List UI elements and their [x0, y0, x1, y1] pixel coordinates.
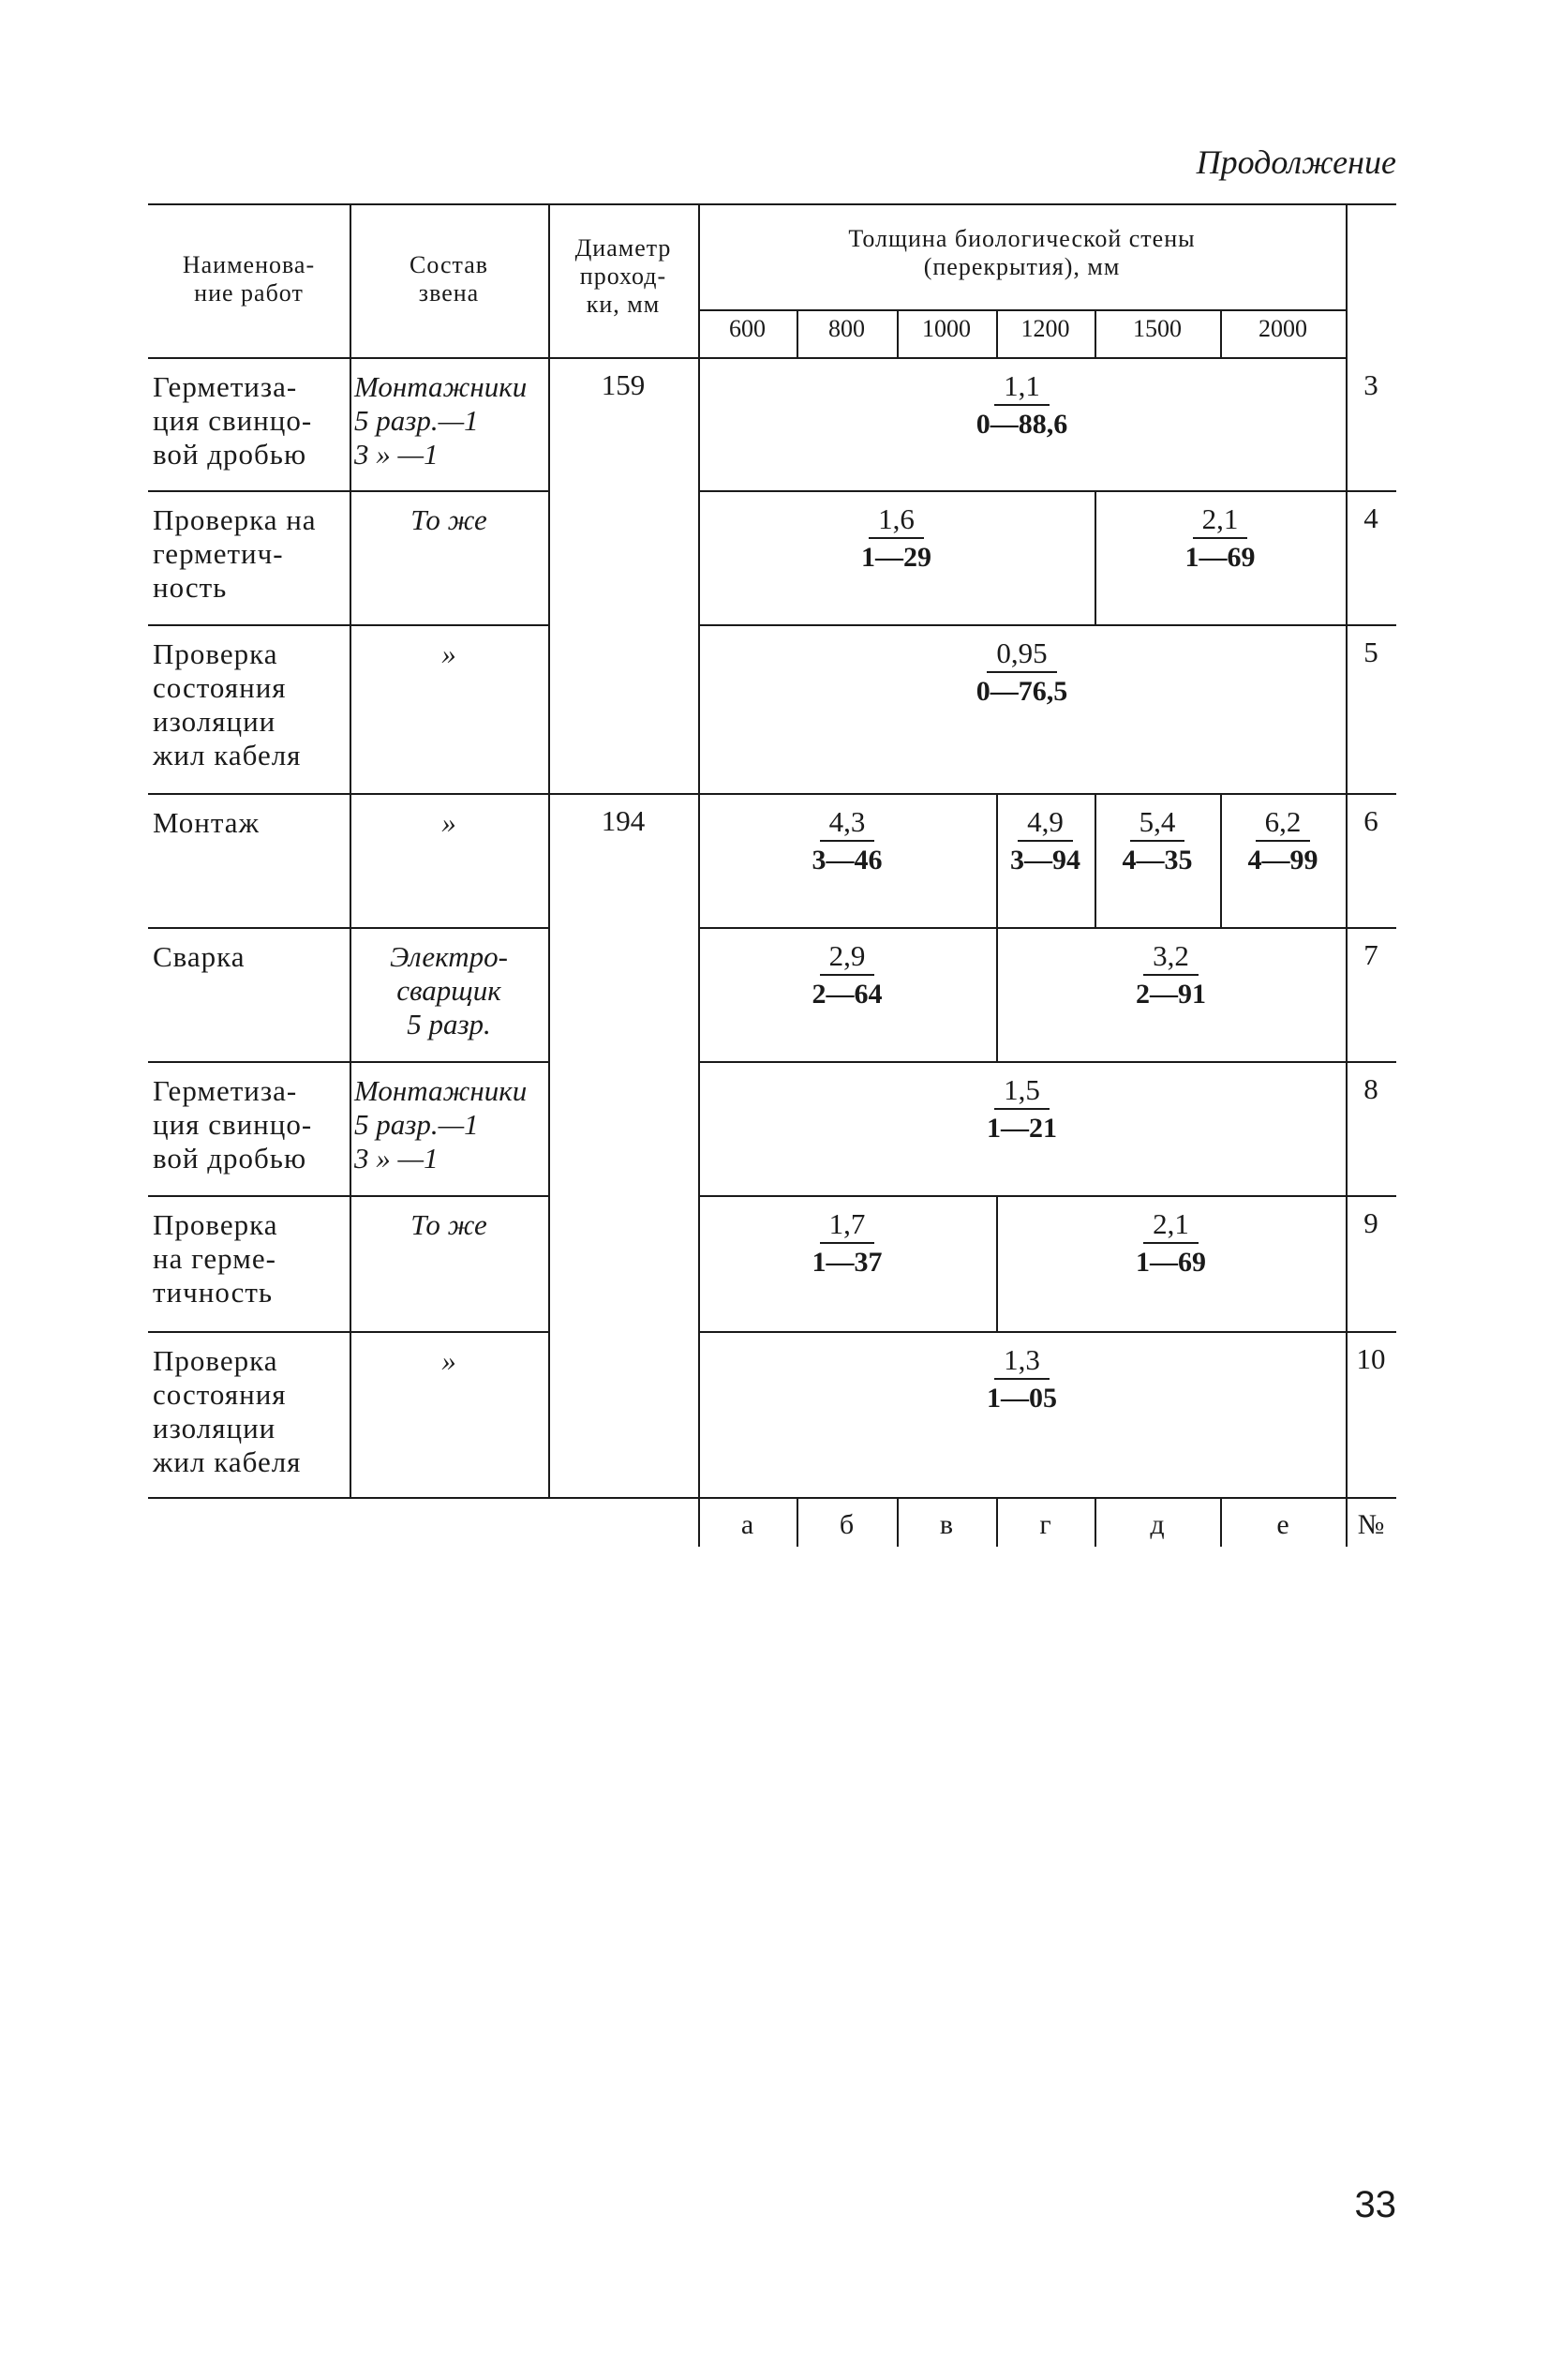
- column-letter: г: [1039, 1509, 1051, 1540]
- row-rule: [698, 1195, 1396, 1197]
- continuation-label: Продолжение: [1196, 143, 1396, 181]
- row-rule: [698, 1497, 1396, 1499]
- time-norm: 5,4: [1130, 806, 1185, 842]
- cost-norm: 0—76,5: [976, 676, 1068, 707]
- time-norm: 2,9: [820, 940, 875, 976]
- time-norm: 1,3: [994, 1344, 1050, 1380]
- row-rule: [148, 1497, 548, 1499]
- row-number: 9: [1363, 1206, 1378, 1239]
- thickness-1000: 1000: [922, 315, 971, 342]
- row-number: 4: [1363, 501, 1378, 534]
- cost-norm: 1—37: [812, 1247, 883, 1278]
- header-bottom-rule: [148, 357, 1346, 359]
- norm-value: [1220, 806, 1346, 879]
- table-rule: [350, 203, 351, 1497]
- row-rule: [148, 793, 548, 795]
- thickness-2000: 2000: [1259, 315, 1307, 342]
- cost-norm: 1—69: [1136, 1247, 1206, 1278]
- row-rule: [698, 624, 1396, 626]
- cost-norm: 1—69: [1184, 542, 1256, 573]
- row-work-name: Герметиза- ция свинцо- вой дробью: [153, 370, 313, 471]
- time-norm: 4,3: [820, 806, 875, 842]
- cost-norm: 2—64: [812, 979, 883, 1010]
- row-number: 7: [1363, 938, 1378, 971]
- cost-norm: 1—21: [987, 1113, 1057, 1144]
- row-rule: [698, 927, 1396, 929]
- row-rule: [698, 490, 1396, 492]
- cost-norm: 0—88,6: [976, 409, 1068, 440]
- cost-norm: 4—99: [1247, 845, 1318, 876]
- header-work-name: Наименова- ние работ: [182, 251, 316, 307]
- time-norm: 1,5: [994, 1074, 1050, 1110]
- cost-norm: 1—05: [987, 1383, 1057, 1414]
- column-letter: е: [1276, 1509, 1289, 1540]
- row-crew: Монтажники 5 разр.—1 3 » —1: [354, 1074, 528, 1175]
- time-norm: 2,1: [1143, 1208, 1199, 1244]
- norm-value: [698, 940, 996, 1013]
- row-crew: »: [441, 806, 456, 839]
- time-norm: 3,2: [1143, 940, 1199, 976]
- row-crew: Электро- сварщик 5 разр.: [390, 940, 508, 1040]
- header-diameter: Диаметр проход- ки, мм: [574, 234, 672, 318]
- norm-value: [698, 806, 996, 879]
- norm-value: [996, 1208, 1346, 1281]
- row-crew: Монтажники 5 разр.—1 3 » —1: [354, 370, 528, 471]
- row-work-name: Проверка состояния изоляции жил кабеля: [153, 637, 302, 771]
- thickness-subheader-rule: [698, 309, 1346, 311]
- row-rule: [148, 1331, 548, 1333]
- cost-norm: 4—35: [1122, 845, 1193, 876]
- row-work-name: Монтаж: [153, 806, 260, 839]
- cost-norm: 2—91: [1136, 979, 1206, 1010]
- row-number: 5: [1363, 636, 1378, 668]
- cost-norm: 3—46: [812, 845, 883, 876]
- norm-value: [1095, 806, 1220, 879]
- norm-value: [698, 370, 1346, 443]
- thickness-1200: 1200: [1020, 315, 1070, 342]
- time-norm: 1,6: [869, 503, 924, 539]
- cost-norm: 3—94: [1010, 845, 1080, 876]
- header-thickness: Толщина биологической стены (перекрытия), мм: [848, 225, 1196, 280]
- row-crew: »: [441, 637, 456, 670]
- header-crew: Состав звена: [409, 251, 489, 307]
- row-crew: »: [441, 1344, 456, 1377]
- row-number: 6: [1363, 804, 1378, 837]
- row-rule: [698, 1061, 1396, 1063]
- row-crew: То же: [410, 503, 487, 536]
- norm-value: [996, 940, 1346, 1013]
- row-work-name: Сварка: [153, 940, 246, 973]
- row-rule: [148, 490, 548, 492]
- time-norm: 2,1: [1193, 503, 1248, 539]
- time-norm: 1,1: [994, 370, 1050, 406]
- row-rule: [148, 624, 548, 626]
- norm-value: [698, 1208, 996, 1281]
- group-rule: [548, 793, 698, 795]
- norm-value: [996, 806, 1095, 879]
- row-work-name: Проверка на герме- тичность: [153, 1208, 278, 1309]
- thickness-600: 600: [729, 315, 766, 342]
- row-rule: [698, 793, 1396, 795]
- norm-value: [1095, 503, 1346, 576]
- row-number: 10: [1356, 1342, 1386, 1375]
- column-letter: в: [939, 1509, 954, 1540]
- thickness-1500: 1500: [1133, 315, 1182, 342]
- column-letter: №: [1357, 1509, 1385, 1540]
- row-rule: [148, 927, 548, 929]
- row-number: 3: [1363, 368, 1378, 401]
- row-diameter: 159: [601, 368, 646, 401]
- norm-value: [698, 637, 1346, 711]
- time-norm: 1,7: [820, 1208, 875, 1244]
- time-norm: 4,9: [1018, 806, 1073, 842]
- norm-value: [698, 1344, 1346, 1417]
- row-work-name: Проверка состояния изоляции жил кабеля: [153, 1344, 302, 1478]
- header-top-rule: [148, 203, 1396, 205]
- thickness-800: 800: [828, 315, 865, 342]
- row-rule: [698, 1331, 1396, 1333]
- page-number: 33: [1354, 2184, 1396, 2225]
- column-letter: а: [740, 1509, 754, 1540]
- row-work-name: Проверка на герметич- ность: [153, 503, 317, 604]
- row-work-name: Герметиза- ция свинцо- вой дробью: [153, 1074, 313, 1175]
- time-norm: 6,2: [1256, 806, 1311, 842]
- cost-norm: 1—29: [861, 542, 931, 573]
- row-number: 8: [1363, 1072, 1378, 1105]
- norm-value: [698, 503, 1095, 576]
- norm-value: [698, 1074, 1346, 1147]
- column-letter: б: [839, 1509, 855, 1540]
- row-rule: [148, 1195, 548, 1197]
- row-rule: [148, 1061, 548, 1063]
- row-diameter: 194: [601, 804, 646, 837]
- column-letter: д: [1150, 1509, 1165, 1540]
- time-norm: 0,95: [987, 637, 1056, 673]
- group-rule: [548, 1497, 698, 1499]
- row-crew: То же: [410, 1208, 487, 1241]
